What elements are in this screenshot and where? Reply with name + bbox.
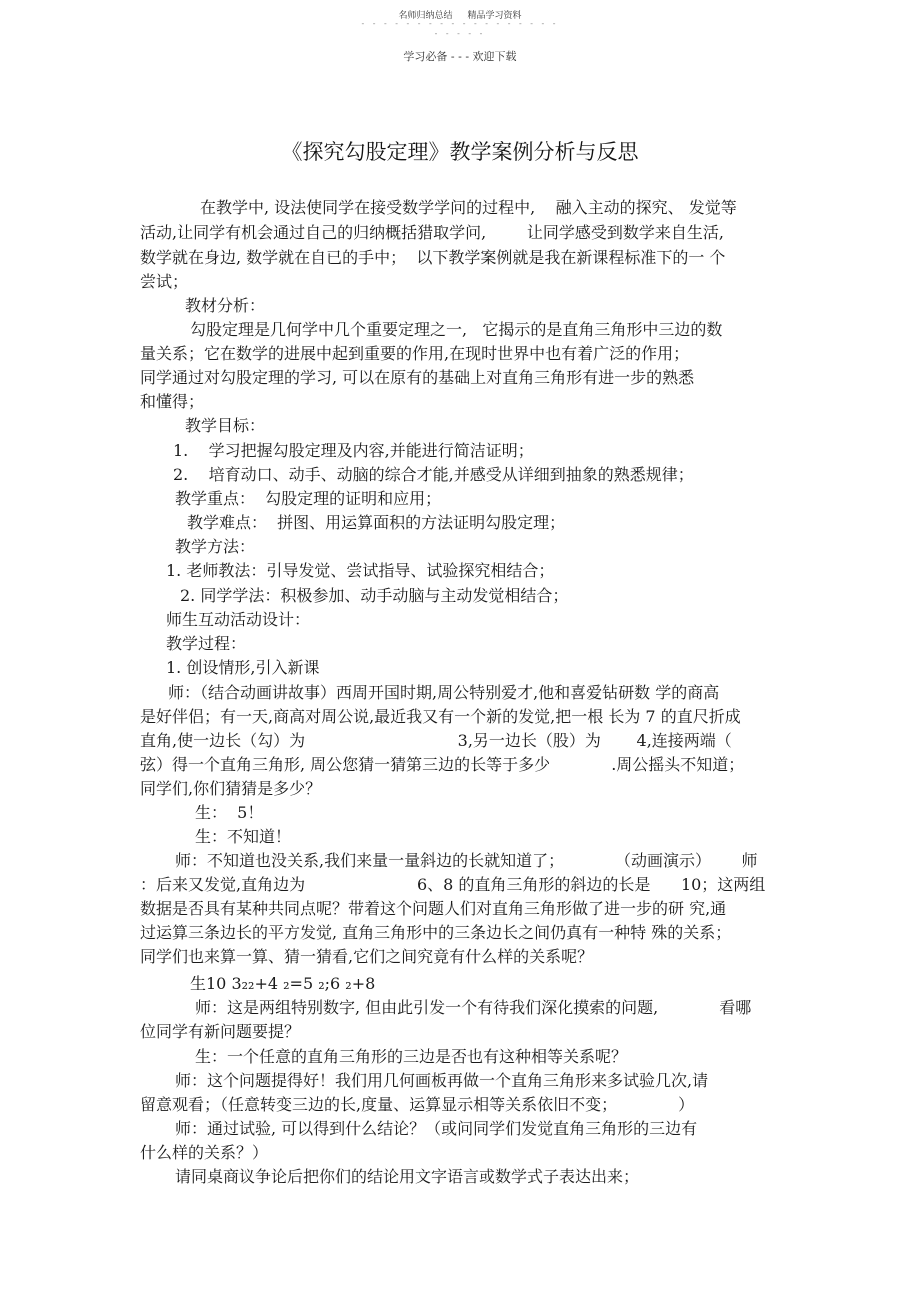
paragraph-line: 活动,让同学有机会通过自己的归纳概括猎取学问, 让同学感受到数学来自生活, [140,223,724,242]
paragraph-line: 留意观看；（任意转变三边的长,度量、运算显示相等关系依旧不变； ） [140,1095,695,1114]
document-title: 《探究勾股定理》教学案例分析与反思 [281,140,639,164]
section-heading: 1. 创设情形,引入新课 [166,658,320,677]
paragraph-line: 什么样的关系？） [140,1143,269,1162]
section-heading: 师生互动活动设计： [166,610,311,629]
paragraph-line: 同学通过对勾股定理的学习, 可以在原有的基础上对直角三角形有进一步的熟悉 [140,368,695,387]
paragraph-line: 在教学中, 设法使同学在接受数学学问的过程中, 融入主动的探究、 发觉等 [200,198,737,217]
paragraph-line: 是好伴侣；有一天,商高对周公说,最近我又有一个新的发觉,把一根 长为 7 的直尺折成 [140,707,741,726]
paragraph-line: 请同桌商议争论后把你们的结论用文字语言或数学式子表达出来； [175,1167,640,1186]
section-heading: 教学难点： 拼图、用运算面积的方法证明勾股定理； [187,513,566,532]
formula-line: 生10 3₂₂+4 ₂=5 ₂;6 ₂+8 [190,974,376,993]
list-item: 1. 老师教法：引导发觉、尝试指导、试验探究相结合； [166,561,555,580]
paragraph-line: 量关系；它在数学的进展中起到重要的作用,在现时世界中也有着广泛的作用； [140,344,690,363]
paragraph-line: ：后来又发觉,直角边为 6、8 的直角三角形的斜边的长是 10；这两组 [140,875,766,894]
section-heading: 教材分析： [185,296,266,315]
list-item: 2. 同学学法：积极参加、动手动脑与主动发觉相结合； [180,586,569,605]
paragraph-line: 过运算三条边长的平方发觉, 直角三角形中的三条边长之间仍真有一种特 殊的关系； [140,923,732,942]
paragraph-line: 尝试； [140,272,189,291]
dialogue-line: 生： 5！ [195,803,264,822]
paragraph-line: 直角,使一边长（勾）为 3,另一边长（股）为 4,连接两端（ [140,731,732,750]
paragraph-line: 数学就在身边, 数学就在自已的手中； 以下教学案例就是我在新课程标准下的一 个 [140,248,726,267]
section-heading: 教学过程： [166,634,247,653]
section-heading: 教学重点： 勾股定理的证明和应用； [175,489,442,508]
paragraph-line: 师：这是两组特别数字, 但由此引发一个有待我们深化摸索的问题, 看哪 [195,998,752,1017]
paragraph-line: 和懂得； [140,392,205,411]
paragraph-line: 弦）得一个直角三角形, 周公您猜一猜第三边的长等于多少 .周公摇头不知道； [140,755,745,774]
paragraph-line: 师：这个问题提得好！我们用几何画板再做一个直角三角形来多试验几次,请 [175,1071,709,1090]
paragraph-line: 同学们也来算一算、猜一猜看,它们之间究竟有什么样的关系呢？ [140,947,594,966]
header-left-text: 名师归纳总结 [398,11,453,21]
dialogue-line: 生：不知道！ [195,827,292,846]
list-item: 1. 学习把握勾股定理及内容,并能进行简洁证明； [173,441,534,460]
paragraph-line: 师：通过试验, 可以得到什么结论？（或问同学们发觉直角三角形的三边有 [175,1119,698,1138]
paragraph-line: 同学们,你们猜猜是多少？ [140,779,322,798]
section-heading: 教学方法： [175,537,256,556]
section-heading: 教学目标： [185,416,266,435]
paragraph-line: 师：不知道也没关系,我们来量一量斜边的长就知道了； （动画演示） 师 [175,851,758,870]
paragraph-line: 师：（结合动画讲故事）西周开国时期,周公特别爱才,他和喜爱钻研数 学的商高 [168,683,720,702]
paragraph-line: 勾股定理是几何学中几个重要定理之一, 它揭示的是直角三角形中三边的数 [190,320,723,339]
list-item: 2. 培育动口、动手、动脑的综合才能,并感受从详细到抽象的熟悉规律； [173,465,694,484]
header-dash-line-2: - - - - - [434,29,486,38]
paragraph-line: 数据是否具有某种共同点呢？带着这个问题人们对直角三角形做了进一步的研 究,通 [140,899,727,918]
header-dash-line: - - - - - - - - - - - - - - - - - - [361,19,559,28]
header-right-text: 精品学习资料 [467,11,522,21]
paragraph-line: 位同学有新问题要提？ [140,1022,301,1041]
dialogue-line: 生：一个任意的直角三角形的三边是否也有这种相等关系呢？ [195,1047,628,1066]
header-subtitle: 学习必备 - - - 欢迎下载 [403,50,517,63]
